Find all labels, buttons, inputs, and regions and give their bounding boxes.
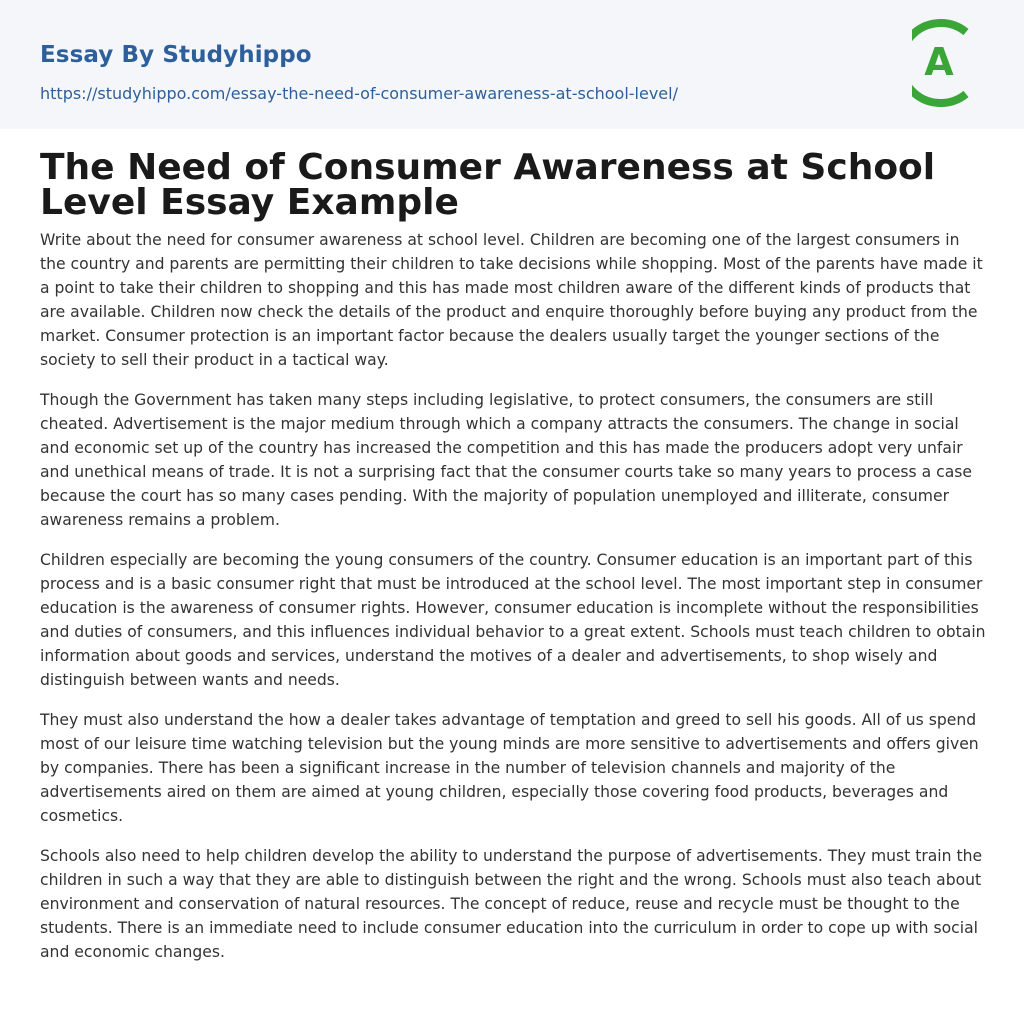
essay-paragraph: Children especially are becoming the young consumers of the country. Consumer education is an important part of this process and is a basic consumer right that must be introduced at the school level. The most important step in consumer education is the awareness of consumer rights. However, consumer education is incomplete without the responsibilities and duties of consumers, and this influences individual behavior to a great extent. Schools must teach children to obtain information about goods and services, understand the motives of a dealer and advertisements, to shop wisely and distinguish between wants and needs.	[40, 551, 986, 689]
studyhippo-logo-icon[interactable]	[912, 18, 988, 108]
essay-paragraph: Write about the need for consumer awareness at school level. Children are becoming one of the largest consumers in the country and parents are permitting their children to take decisions while shopping. Most of the parents have made it a point to take their children to shopping and this has made most children aware of the different kinds of products that are available. Children now check the details of the product and enquire thoroughly before buying any product from the market. Consumer protection is an important factor because the dealers usually target the younger sections of the society to sell their product in a tactical way.	[40, 231, 983, 369]
page-title: The Need of Consumer Awareness at School Level Essay Example	[40, 147, 936, 223]
essay-body	[40, 228, 988, 980]
essay-paragraph: They must also understand the how a dealer takes advantage of temptation and greed to sell his goods. All of us spend most of our leisure time watching television but the young minds are more sensitive to advertisements and offers given by companies. There has been a significant increase in the number of television channels and majority of the advertisements aired on them are aimed at young children, especially those covering food products, beverages and cosmetics.	[40, 711, 979, 825]
site-header	[0, 0, 1024, 129]
essay-url-link[interactable]: https://studyhippo.com/essay-the-need-of-consumer-awareness-at-school-level/	[40, 84, 678, 103]
essay-paragraph: Schools also need to help children develop the ability to understand the purpose of advertisements. They must train the children in such a way that they are able to distinguish between the right and the wrong. Schools must also teach about environment and conservation of natural resources. The concept of reduce, reuse and recycle must be thought to the students. There is an immediate need to include consumer education into the curriculum in order to cope up with social and economic changes.	[40, 847, 983, 961]
site-brand[interactable]: Essay By Studyhippo	[40, 42, 312, 68]
logo-letter: A	[924, 40, 954, 84]
essay-paragraph: Though the Government has taken many steps including legislative, to protect consumers, the consumers are still cheated. Advertisement is the major medium through which a company attracts the consumers. The change in social and economic set up of the country has increased the competition and this has made the producers adopt very unfair and unethical means of trade. It is not a surprising fact that the consumer courts take so many years to process a case because the court has so many cases pending. With the majority of population unemployed and illiterate, consumer awareness remains a problem.	[40, 391, 973, 529]
